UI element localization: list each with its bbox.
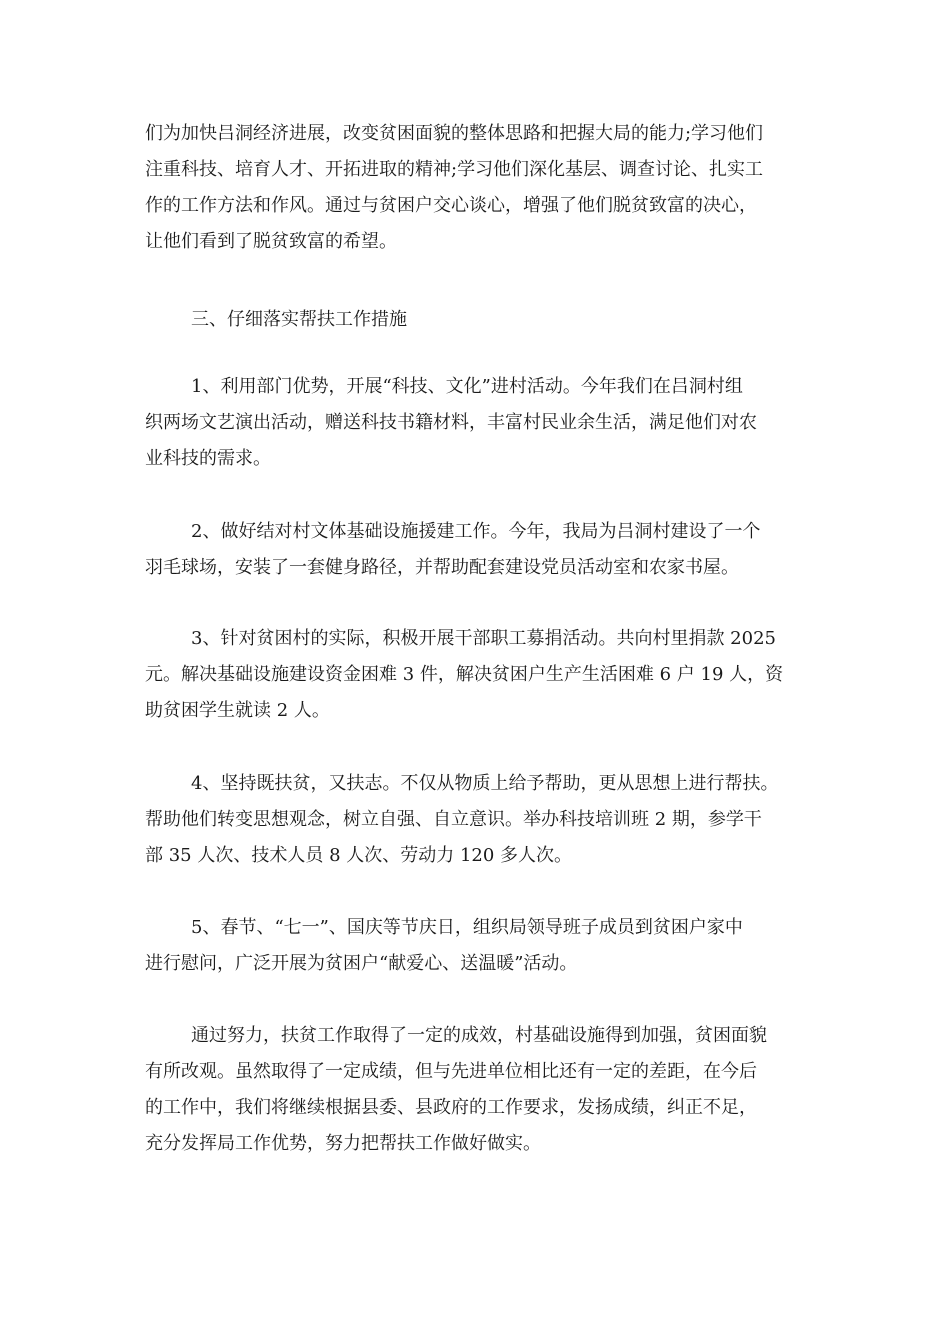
text-line: 进行慰问，广泛开展为贫困户“献爱心、送温暖”活动。 [145,953,578,974]
text-line: 织两场文艺演出活动，赠送科技书籍材料，丰富村民业余生活，满足他们对农 [145,412,757,433]
text-line: 元。解决基础设施建设资金困难 3 件，解决贫困户生产生活困难 6 户 19 人，资 [145,664,784,685]
paragraph-item-2 [145,514,805,586]
section-heading [145,302,805,338]
paragraph-item-1 [145,369,805,477]
text-line: 助贫困学生就读 2 人。 [145,700,330,721]
text-line: 帮助他们转变思想观念，树立自强、自立意识。举办科技培训班 2 期，参学干 [145,809,762,830]
text-line: 注重科技、培育人才、开拓进取的精神;学习他们深化基层、调查讨论、扎实工 [145,159,764,180]
text-line: 的工作中，我们将继续根据县委、县政府的工作要求，发扬成绩，纠正不足， [145,1097,757,1118]
text-line: 有所改观。虽然取得了一定成绩，但与先进单位相比还有一定的差距，在今后 [145,1061,757,1082]
text-line: 部 35 人次、技术人员 8 人次、劳动力 120 多人次。 [145,845,573,866]
paragraph-item-3 [145,621,805,729]
text-line: 4、坚持既扶贫，又扶志。不仅从物质上给予帮助，更从思想上进行帮扶。 [191,773,779,794]
text-line: 2、做好结对村文体基础设施援建工作。今年，我局为吕洞村建设了一个 [191,521,761,542]
text-line: 充分发挥局工作优势，努力把帮扶工作做好做实。 [145,1133,541,1154]
text-line: 让他们看到了脱贫致富的希望。 [145,231,397,252]
text-line: 羽毛球场，安装了一套健身路径，并帮助配套建设党员活动室和农家书屋。 [145,557,739,578]
paragraph-item-5 [145,910,805,982]
heading-text: 三、仔细落实帮扶工作措施 [191,309,407,330]
paragraph-summary [145,1018,805,1162]
text-line: 1、利用部门优势，开展“科技、文化”进村活动。今年我们在吕洞村组 [191,376,743,397]
text-line: 们为加快吕洞经济进展，改变贫困面貌的整体思路和把握大局的能力;学习他们 [145,123,764,144]
text-line: 3、针对贫困村的实际，积极开展干部职工募捐活动。共向村里捐款 2025 [191,628,776,649]
paragraph-continuation [145,116,805,260]
text-line: 作的工作方法和作风。通过与贫困户交心谈心，增强了他们脱贫致富的决心， [145,195,757,216]
text-line: 通过努力，扶贫工作取得了一定的成效，村基础设施得到加强，贫困面貌 [191,1025,767,1046]
text-line: 5、春节、“七一”、国庆等节庆日，组织局领导班子成员到贫困户家中 [191,917,743,938]
paragraph-item-4 [145,766,805,874]
text-line: 业科技的需求。 [145,448,271,469]
